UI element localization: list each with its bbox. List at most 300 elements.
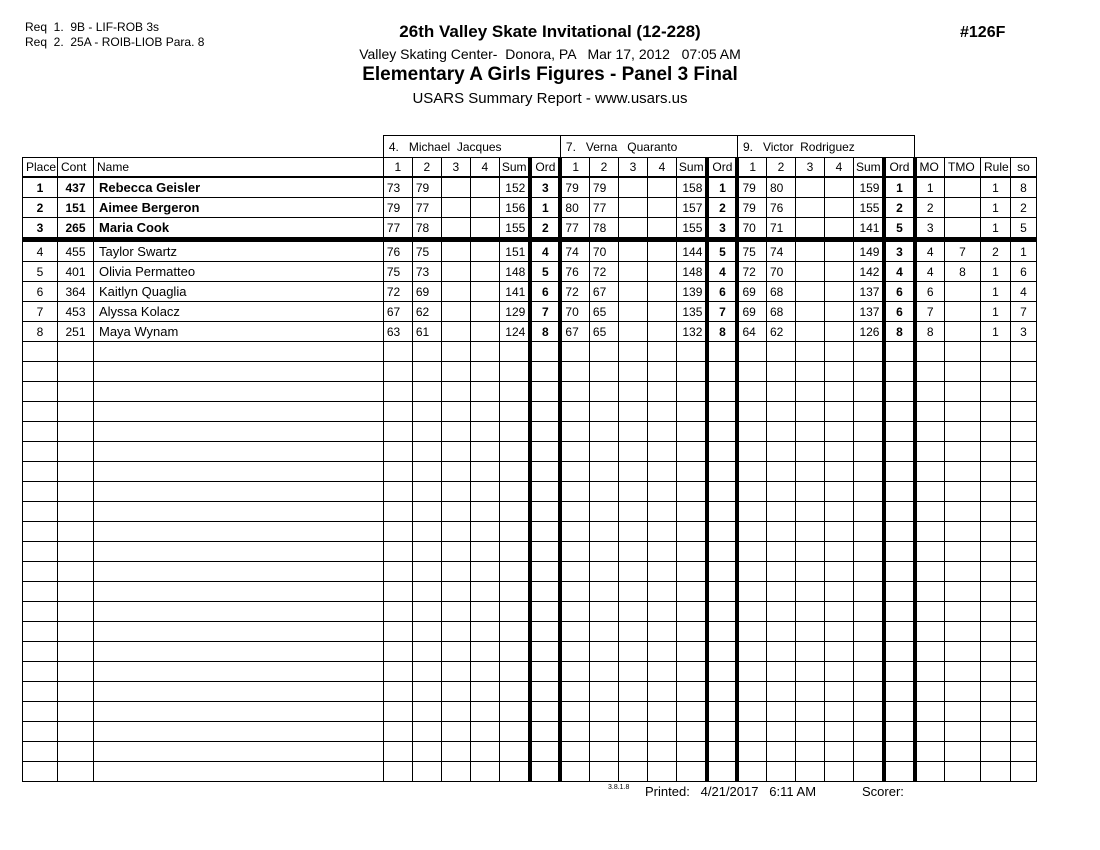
- score-cell: [412, 582, 441, 602]
- score-cell: [795, 262, 824, 282]
- score-cell: [560, 722, 589, 742]
- score-cell: [441, 282, 470, 302]
- rule-cell: [981, 342, 1011, 362]
- rule-cell: [981, 382, 1011, 402]
- score-cell: [412, 722, 441, 742]
- score-cell: [795, 742, 824, 762]
- score-cell: [589, 482, 618, 502]
- mo-cell: [915, 562, 945, 582]
- score-cell: [795, 762, 824, 782]
- table-row: [23, 302, 1037, 322]
- sum-cell: [853, 622, 884, 642]
- sum-cell: [499, 462, 530, 482]
- ord-cell: [530, 542, 560, 562]
- score-cell: [795, 462, 824, 482]
- score-cell: [766, 662, 795, 682]
- cont-cell: [58, 502, 94, 522]
- score-cell: [441, 218, 470, 240]
- name-cell: [94, 422, 384, 442]
- name-cell: [94, 542, 384, 562]
- score-cell: [824, 642, 853, 662]
- score-cell: [766, 382, 795, 402]
- score-cell: [647, 402, 676, 422]
- score-cell: [470, 302, 499, 322]
- empty-row: [23, 382, 1037, 402]
- rule-cell: 1: [981, 282, 1011, 302]
- score-cell: [795, 402, 824, 422]
- score-cell: [470, 622, 499, 642]
- ord-cell: [707, 362, 737, 382]
- score-cell: [441, 762, 470, 782]
- score-cell: [618, 662, 647, 682]
- rule-cell: [981, 742, 1011, 762]
- sum-cell: [853, 762, 884, 782]
- col-header-score1: 1: [383, 158, 412, 178]
- mo-cell: 6: [915, 282, 945, 302]
- tmo-cell: [945, 382, 981, 402]
- cont-cell: [58, 542, 94, 562]
- col-header-place: Place: [23, 158, 58, 178]
- score-cell: [824, 662, 853, 682]
- score-cell: [441, 262, 470, 282]
- score-cell: [412, 622, 441, 642]
- sum-cell: [499, 762, 530, 782]
- rule-cell: [981, 662, 1011, 682]
- score-cell: 69: [412, 282, 441, 302]
- rule-cell: [981, 462, 1011, 482]
- empty-row: [23, 642, 1037, 662]
- score-cell: [766, 622, 795, 642]
- sum-cell: [676, 662, 707, 682]
- score-cell: [470, 382, 499, 402]
- score-cell: [618, 382, 647, 402]
- col-header-name: Name: [94, 158, 384, 178]
- cont-cell: [58, 462, 94, 482]
- score-cell: [824, 722, 853, 742]
- score-cell: [737, 382, 766, 402]
- ord-cell: 5: [530, 262, 560, 282]
- score-cell: 80: [766, 177, 795, 198]
- score-cell: [470, 322, 499, 342]
- ord-cell: [707, 462, 737, 482]
- score-cell: 79: [412, 177, 441, 198]
- score-cell: [618, 542, 647, 562]
- score-cell: [412, 602, 441, 622]
- score-cell: 76: [383, 240, 412, 262]
- score-cell: [589, 522, 618, 542]
- ord-cell: [530, 362, 560, 382]
- score-cell: [766, 542, 795, 562]
- score-cell: [412, 542, 441, 562]
- score-cell: [412, 442, 441, 462]
- ord-cell: 6: [884, 302, 914, 322]
- score-cell: [412, 642, 441, 662]
- score-cell: 61: [412, 322, 441, 342]
- ord-cell: [884, 562, 914, 582]
- score-cell: [795, 282, 824, 302]
- ord-cell: 4: [530, 240, 560, 262]
- score-cell: [824, 522, 853, 542]
- score-cell: [824, 702, 853, 722]
- score-cell: [560, 582, 589, 602]
- score-cell: [383, 562, 412, 582]
- score-cell: 65: [589, 322, 618, 342]
- score-cell: [647, 742, 676, 762]
- so-cell: 7: [1011, 302, 1037, 322]
- cont-cell: 455: [58, 240, 94, 262]
- sum-cell: 155: [499, 218, 530, 240]
- sum-cell: [853, 462, 884, 482]
- score-cell: [383, 682, 412, 702]
- score-cell: [824, 262, 853, 282]
- score-cell: [795, 542, 824, 562]
- score-cell: [589, 602, 618, 622]
- score-cell: 78: [412, 218, 441, 240]
- ord-cell: [884, 482, 914, 502]
- sum-cell: [853, 442, 884, 462]
- so-cell: 5: [1011, 218, 1037, 240]
- score-cell: [441, 402, 470, 422]
- score-cell: [470, 682, 499, 702]
- empty-row: [23, 482, 1037, 502]
- score-cell: [441, 682, 470, 702]
- score-cell: [589, 622, 618, 642]
- score-cell: [383, 742, 412, 762]
- sum-cell: [853, 642, 884, 662]
- empty-row: [23, 402, 1037, 422]
- rule-cell: 2: [981, 240, 1011, 262]
- mo-cell: [915, 342, 945, 362]
- score-cell: [795, 522, 824, 542]
- score-cell: [618, 342, 647, 362]
- sum-cell: 155: [853, 198, 884, 218]
- cont-cell: [58, 402, 94, 422]
- sum-cell: 137: [853, 302, 884, 322]
- mo-cell: [915, 382, 945, 402]
- score-cell: [618, 642, 647, 662]
- col-header-score3: 3: [441, 158, 470, 178]
- score-cell: [589, 402, 618, 422]
- score-cell: [470, 702, 499, 722]
- place-cell: [23, 382, 58, 402]
- summary-table: [22, 135, 1037, 782]
- name-cell: [94, 502, 384, 522]
- score-cell: [647, 177, 676, 198]
- mo-cell: [915, 602, 945, 622]
- ord-cell: [707, 622, 737, 642]
- score-cell: [560, 562, 589, 582]
- score-cell: [647, 442, 676, 462]
- ord-cell: [707, 742, 737, 762]
- ord-cell: [530, 562, 560, 582]
- tmo-cell: [945, 482, 981, 502]
- col-header-score4: 4: [470, 158, 499, 178]
- score-cell: [824, 362, 853, 382]
- sum-cell: [499, 722, 530, 742]
- score-cell: 72: [383, 282, 412, 302]
- name-cell: [94, 362, 384, 382]
- score-cell: [470, 362, 499, 382]
- score-cell: [795, 240, 824, 262]
- sum-cell: [853, 742, 884, 762]
- score-cell: [618, 218, 647, 240]
- sum-cell: [676, 722, 707, 742]
- score-cell: [470, 742, 499, 762]
- score-cell: [383, 542, 412, 562]
- score-cell: [647, 602, 676, 622]
- mo-cell: 3: [915, 218, 945, 240]
- place-cell: 5: [23, 262, 58, 282]
- mo-cell: [915, 742, 945, 762]
- sum-cell: [853, 662, 884, 682]
- score-cell: [737, 642, 766, 662]
- tmo-cell: [945, 422, 981, 442]
- score-cell: [824, 382, 853, 402]
- score-cell: [795, 682, 824, 702]
- score-cell: [383, 602, 412, 622]
- sum-cell: [853, 482, 884, 502]
- empty-row: [23, 562, 1037, 582]
- score-cell: [560, 442, 589, 462]
- cont-cell: [58, 682, 94, 702]
- sum-cell: [676, 682, 707, 702]
- score-cell: [412, 662, 441, 682]
- place-cell: [23, 342, 58, 362]
- score-cell: [647, 462, 676, 482]
- score-cell: [647, 562, 676, 582]
- score-cell: 73: [383, 177, 412, 198]
- tmo-cell: [945, 302, 981, 322]
- score-cell: [589, 562, 618, 582]
- score-cell: [824, 198, 853, 218]
- mo-cell: [915, 482, 945, 502]
- ord-cell: [530, 722, 560, 742]
- ord-cell: [884, 682, 914, 702]
- tmo-cell: 8: [945, 262, 981, 282]
- score-cell: [470, 282, 499, 302]
- competition-title: 26th Valley Skate Invitational (12-228): [399, 22, 701, 41]
- name-cell: [94, 342, 384, 362]
- place-cell: [23, 662, 58, 682]
- score-cell: [470, 522, 499, 542]
- score-cell: [589, 722, 618, 742]
- ord-cell: 8: [530, 322, 560, 342]
- score-cell: [441, 302, 470, 322]
- sum-cell: [499, 482, 530, 502]
- results-table-wrapper: [22, 135, 1037, 782]
- table-row: [23, 240, 1037, 262]
- score-cell: [441, 642, 470, 662]
- score-cell: [647, 422, 676, 442]
- col-header-ord: Ord: [530, 158, 560, 178]
- place-cell: [23, 642, 58, 662]
- sum-cell: [676, 522, 707, 542]
- event-title: Elementary A Girls Figures - Panel 3 Final: [362, 64, 738, 85]
- score-cell: [737, 402, 766, 422]
- score-cell: [383, 482, 412, 502]
- score-cell: [737, 582, 766, 602]
- tmo-cell: [945, 502, 981, 522]
- ord-cell: [707, 442, 737, 462]
- score-cell: [383, 522, 412, 542]
- score-cell: [795, 642, 824, 662]
- printed-timestamp: Printed: 4/21/2017 6:11 AM: [645, 784, 817, 799]
- ord-cell: [884, 582, 914, 602]
- score-cell: [647, 662, 676, 682]
- score-cell: [795, 482, 824, 502]
- score-cell: [383, 342, 412, 362]
- score-cell: [589, 682, 618, 702]
- score-cell: [412, 682, 441, 702]
- cont-cell: [58, 522, 94, 542]
- ord-cell: [707, 562, 737, 582]
- score-cell: [795, 177, 824, 198]
- name-cell: Taylor Swartz: [94, 240, 384, 262]
- score-cell: 75: [412, 240, 441, 262]
- sum-cell: 135: [676, 302, 707, 322]
- score-cell: [618, 562, 647, 582]
- score-cell: [766, 642, 795, 662]
- name-cell: [94, 722, 384, 742]
- ord-cell: [707, 342, 737, 362]
- ord-cell: [884, 442, 914, 462]
- name-cell: Alyssa Kolacz: [94, 302, 384, 322]
- sum-cell: 124: [499, 322, 530, 342]
- cont-cell: [58, 722, 94, 742]
- rule-cell: [981, 442, 1011, 462]
- score-cell: [470, 762, 499, 782]
- empty-row: [23, 542, 1037, 562]
- ord-cell: 1: [884, 177, 914, 198]
- score-cell: [412, 342, 441, 362]
- tmo-cell: [945, 522, 981, 542]
- score-cell: [737, 342, 766, 362]
- score-cell: [647, 218, 676, 240]
- col-header-mo: MO: [915, 158, 945, 178]
- score-cell: 64: [737, 322, 766, 342]
- score-cell: [441, 342, 470, 362]
- score-cell: 74: [560, 240, 589, 262]
- place-cell: [23, 522, 58, 542]
- empty-row: [23, 522, 1037, 542]
- so-cell: [1011, 502, 1037, 522]
- score-cell: [470, 422, 499, 442]
- sum-cell: 151: [499, 240, 530, 262]
- empty-row: [23, 682, 1037, 702]
- score-cell: [618, 422, 647, 442]
- so-cell: 8: [1011, 177, 1037, 198]
- so-cell: [1011, 622, 1037, 642]
- ord-cell: 1: [530, 198, 560, 218]
- place-cell: [23, 722, 58, 742]
- sum-cell: [499, 342, 530, 362]
- score-cell: [560, 522, 589, 542]
- ord-cell: [530, 402, 560, 422]
- sum-cell: [499, 562, 530, 582]
- score-cell: [441, 562, 470, 582]
- score-cell: [795, 198, 824, 218]
- score-cell: [383, 382, 412, 402]
- tmo-cell: [945, 462, 981, 482]
- score-cell: [737, 362, 766, 382]
- score-cell: [560, 662, 589, 682]
- table-row: [23, 177, 1037, 198]
- mo-cell: [915, 462, 945, 482]
- name-cell: [94, 762, 384, 782]
- so-cell: [1011, 682, 1037, 702]
- score-cell: 69: [737, 302, 766, 322]
- score-cell: [441, 177, 470, 198]
- score-cell: [647, 762, 676, 782]
- ord-cell: [707, 402, 737, 422]
- score-cell: [737, 622, 766, 642]
- ord-cell: [530, 442, 560, 462]
- score-cell: [441, 198, 470, 218]
- score-cell: [647, 582, 676, 602]
- mo-cell: 7: [915, 302, 945, 322]
- score-cell: 72: [589, 262, 618, 282]
- mo-cell: [915, 662, 945, 682]
- score-cell: [441, 582, 470, 602]
- score-cell: [560, 502, 589, 522]
- cont-cell: [58, 762, 94, 782]
- cont-cell: [58, 662, 94, 682]
- score-cell: 68: [766, 302, 795, 322]
- score-cell: 70: [737, 218, 766, 240]
- place-cell: [23, 702, 58, 722]
- cont-cell: [58, 562, 94, 582]
- cont-cell: 453: [58, 302, 94, 322]
- rule-cell: [981, 622, 1011, 642]
- score-cell: [383, 422, 412, 442]
- score-cell: [618, 602, 647, 622]
- score-cell: [795, 342, 824, 362]
- sum-cell: 141: [499, 282, 530, 302]
- score-cell: 74: [766, 240, 795, 262]
- empty-row: [23, 462, 1037, 482]
- tmo-cell: [945, 682, 981, 702]
- rule-cell: [981, 562, 1011, 582]
- place-cell: 1: [23, 177, 58, 198]
- so-cell: [1011, 702, 1037, 722]
- score-cell: [647, 382, 676, 402]
- score-cell: 77: [589, 198, 618, 218]
- mo-cell: [915, 402, 945, 422]
- rule-cell: [981, 722, 1011, 742]
- mo-cell: 8: [915, 322, 945, 342]
- name-cell: Kaitlyn Quaglia: [94, 282, 384, 302]
- sum-cell: 139: [676, 282, 707, 302]
- rule-cell: [981, 402, 1011, 422]
- score-cell: [824, 582, 853, 602]
- score-cell: [383, 502, 412, 522]
- place-cell: [23, 542, 58, 562]
- ord-cell: 2: [884, 198, 914, 218]
- tmo-cell: [945, 342, 981, 362]
- col-header-score1: 1: [737, 158, 766, 178]
- score-cell: 70: [560, 302, 589, 322]
- ord-cell: 3: [707, 218, 737, 240]
- ord-cell: [530, 422, 560, 442]
- score-cell: [618, 362, 647, 382]
- sum-cell: [676, 542, 707, 562]
- ord-cell: [884, 522, 914, 542]
- score-cell: [470, 482, 499, 502]
- ord-cell: 3: [530, 177, 560, 198]
- ord-cell: 2: [707, 198, 737, 218]
- score-cell: [589, 422, 618, 442]
- so-cell: 6: [1011, 262, 1037, 282]
